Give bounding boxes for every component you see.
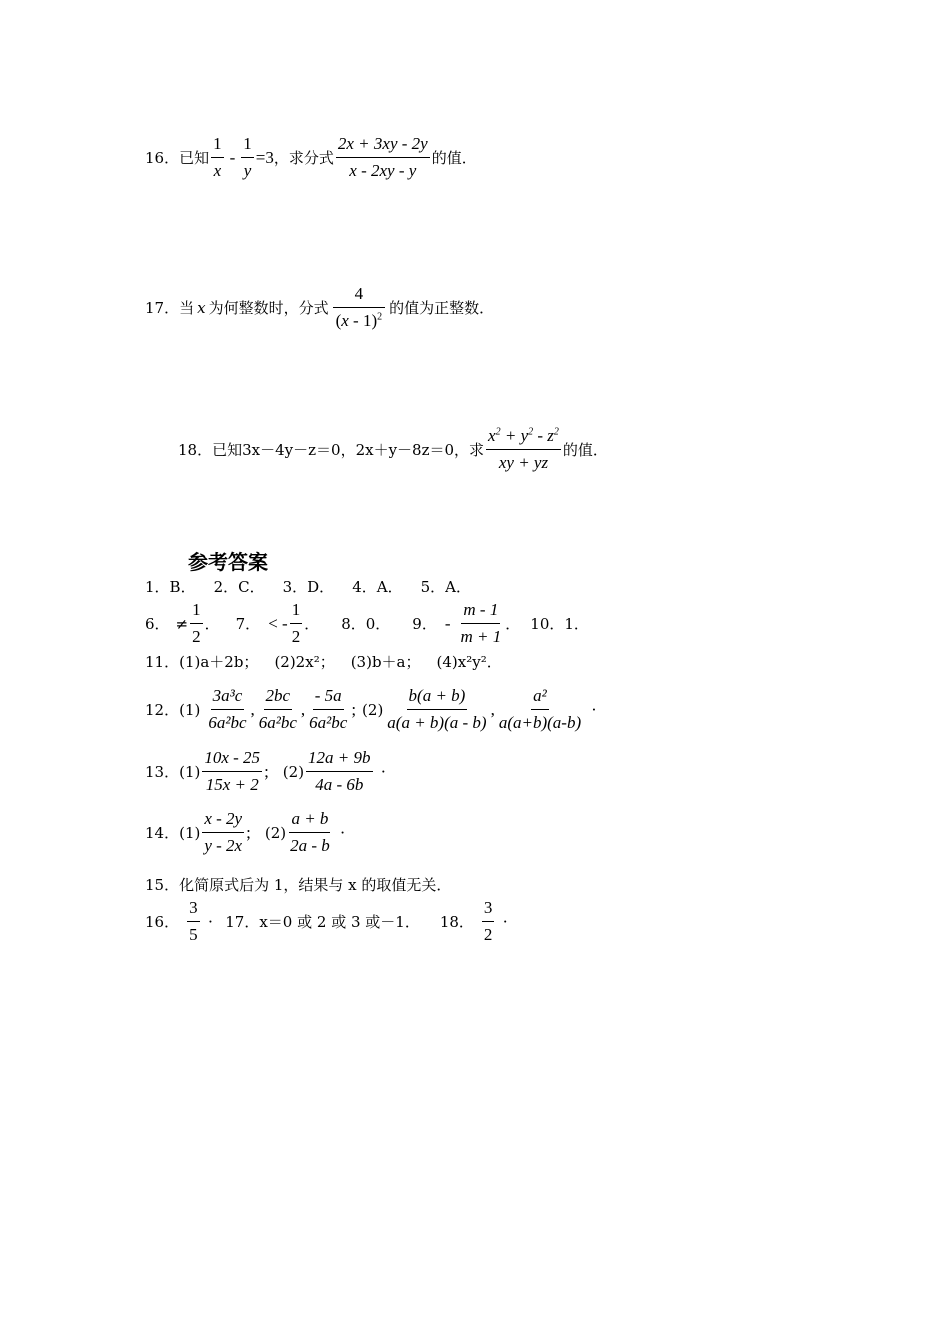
q18-suffix: 的值． <box>562 441 608 459</box>
answer-14-fraction-2-denominator: 2a - b <box>290 836 330 855</box>
answers-row-15 <box>145 874 451 895</box>
answer-7-end: ． <box>304 615 320 633</box>
answer-9-symbol: - <box>444 613 451 633</box>
q18-number: 18． <box>178 441 213 459</box>
answer-14-part-1: (1) <box>179 823 201 842</box>
q16-number: 16． <box>145 149 180 167</box>
answer-11-number: 11． <box>145 653 180 671</box>
answer-2: 2．C． <box>213 578 265 596</box>
answer-12-fraction-2-numerator: 2bc <box>264 686 293 710</box>
answer-14-fraction-1 <box>202 809 244 856</box>
answer-4: 4．A． <box>352 578 403 596</box>
answer-16-denominator: 5 <box>189 925 198 944</box>
answer-13-fraction-2-denominator: 4a - 6b <box>315 775 364 794</box>
answer-12-fraction-4-denominator: a(a + b)(a - b) <box>387 713 487 732</box>
q16-suffix: 的值． <box>431 149 477 167</box>
q16-minus: - <box>229 147 236 167</box>
answers-row-13: 13． (1) $\frac{10x - 25}{15x + 2}$ ; (2) $\frac{12a + 9b}{4a - 6b}$ · <box>145 748 387 794</box>
q16-fraction-numerator: 2x + 3xy - 2y <box>336 134 430 158</box>
q17-variable: x <box>197 298 206 317</box>
answers-row-16-18: 16． $\frac{3}{5}$ · 17．x＝0 或 2 或 3 或－1． 18． $\frac{3}{2}$ · <box>145 898 509 944</box>
answer-13-number: 13． <box>145 763 180 781</box>
answer-14-part-2: (2) <box>264 823 287 842</box>
q17-prefix: 当 <box>179 299 195 317</box>
answer-12-part-2: (2) <box>362 700 384 719</box>
answer-18-numerator: 3 <box>482 898 495 922</box>
q16-mid: ，求分式 <box>273 149 334 167</box>
answer-9-end: ． <box>505 615 521 633</box>
answer-7-fraction: $\frac{1}{2}$ <box>291 600 301 646</box>
answer-11-part-2: (2)2x²； <box>274 653 335 671</box>
q16-frac-1-over-x: $\frac{1}{x}$ <box>213 134 222 180</box>
answer-12-fraction-5 <box>497 686 583 733</box>
answer-10: 10．1． <box>530 615 589 633</box>
answer-16-numerator: 3 <box>187 898 200 922</box>
answer-13-fraction-2 <box>306 748 372 795</box>
answer-3: 3．D． <box>282 578 335 596</box>
answer-7-number: 7． <box>235 615 261 633</box>
q16-prefix: 已知 <box>179 149 210 167</box>
answer-12-fraction-4-numerator: b(a + b) <box>407 686 468 710</box>
answer-9-denominator: m + 1 <box>460 627 502 646</box>
answer-7-symbol: < - <box>268 613 288 633</box>
answer-6-symbol: ≠ <box>175 614 189 633</box>
answer-14-fraction-2 <box>288 809 332 856</box>
answer-13-fraction-1-numerator: 10x - 25 <box>202 748 262 772</box>
answer-12-part-1: (1) <box>179 700 201 719</box>
answer-8: 8．0． <box>341 615 391 633</box>
answer-1: 1．B． <box>145 578 196 596</box>
answer-14-fraction-2-numerator: a + b <box>289 809 330 833</box>
q18-prefix: 已知 <box>212 441 243 459</box>
question-17 <box>145 284 494 331</box>
question-16 <box>145 134 477 181</box>
answer-12-fraction-1-numerator: 3a³c <box>211 686 245 710</box>
answers-row-1 <box>145 576 471 597</box>
answer-12-fraction-2 <box>257 686 299 733</box>
q17-mid: 为何整数时，分式 <box>208 299 329 317</box>
q17-suffix: 的值为正整数． <box>389 299 495 317</box>
answer-15: 15．化简原式后为 1，结果与 x 的取值无关． <box>145 876 452 894</box>
answer-14-fraction-1-numerator: x - 2y <box>202 809 244 833</box>
answer-9-fraction <box>459 600 504 647</box>
answer-9-number: 9． <box>412 615 437 633</box>
answers-row-12: 12． (1) $\frac{\text{3a³c}}{\text{6a²bc}}$ , $\frac{2bc}{\text{6a²bc}}$ , $\frac{- 5a}{\text{6a²bc}}$ ; (2) $\frac{b(a + b)}{a(a + b)(a - b)}$ , $\frac{\text{a²}}{a(a+b)(a-b)}$ · <box>145 686 597 732</box>
answer-12-fraction-2-denominator: 6a²bc <box>258 713 297 732</box>
answer-11-part-1: (1)a＋2b； <box>179 653 259 671</box>
answer-12-number: 12． <box>145 701 180 719</box>
answers-row-2 <box>145 600 589 647</box>
answer-13-part-2: (2) <box>282 762 305 781</box>
q17-fraction <box>333 284 386 331</box>
q18-fraction-numerator: $x^2 + y^2 - z^2$ <box>486 426 561 450</box>
answer-6-fraction: $\frac{1}{2}$ <box>192 600 201 646</box>
question-18 <box>178 426 608 473</box>
answer-17: 17．x＝0 或 2 或 3 或－1． <box>225 913 420 931</box>
answer-12-fraction-3-numerator: - 5a <box>313 686 344 710</box>
answer-12-fraction-1-denominator: 6a²bc <box>208 713 247 732</box>
q18-fraction <box>486 426 561 473</box>
answer-14-fraction-1-denominator: y - 2x <box>204 836 243 855</box>
answers-row-11 <box>145 651 502 672</box>
q16-fraction <box>336 134 430 181</box>
answer-12-fraction-4 <box>385 686 488 733</box>
answer-6-number: 6． <box>145 615 170 633</box>
q18-fraction-denominator: xy + yz <box>498 453 549 472</box>
answer-13-part-1: (1) <box>179 762 201 781</box>
q17-fraction-numerator: 4 <box>333 284 386 308</box>
q17-number: 17． <box>145 299 180 317</box>
answer-14-number: 14． <box>145 824 180 842</box>
answer-16-number: 16． <box>145 913 180 931</box>
answer-6-end: ． <box>204 615 220 633</box>
q18-equations: 3x－4y－z＝0，2x＋y－8z＝0，求 <box>242 441 485 459</box>
answer-18-fraction <box>482 898 495 945</box>
q16-fraction-denominator: x - 2xy - y <box>349 161 417 180</box>
answer-13-fraction-2-numerator: 12a + 9b <box>306 748 372 772</box>
answer-18-number: 18． <box>439 913 474 931</box>
answer-11-part-3: (3)b＋a； <box>350 653 421 671</box>
answer-5: 5．A． <box>420 578 471 596</box>
answer-12-fraction-5-denominator: a(a+b)(a-b) <box>498 713 582 732</box>
answers-row-14: 14． (1) $\frac{x - 2y}{y - 2x}$ ; (2) $\frac{a + b}{2a - b}$ · <box>145 809 346 855</box>
answer-13-fraction-1-denominator: 15x + 2 <box>205 775 259 794</box>
answers-title: 参考答案 <box>188 550 268 574</box>
answer-12-fraction-3 <box>307 686 349 733</box>
q16-frac-1-over-y: $\frac{1}{y}$ <box>243 134 252 180</box>
answer-12-fraction-5-numerator: a² <box>531 686 549 710</box>
answer-9-numerator: m - 1 <box>461 600 500 624</box>
answer-18-denominator: 2 <box>483 925 493 944</box>
answer-11-part-4: (4)x²y²． <box>436 653 502 671</box>
answer-13-fraction-1 <box>202 748 262 795</box>
answer-16-fraction <box>187 898 200 945</box>
answer-12-fraction-3-denominator: 6a²bc <box>309 713 348 732</box>
answer-12-fraction-1 <box>206 686 248 733</box>
q16-rhs: =3 <box>255 147 274 167</box>
q17-fraction-denominator: (x - 1)$^2$ <box>335 311 383 330</box>
